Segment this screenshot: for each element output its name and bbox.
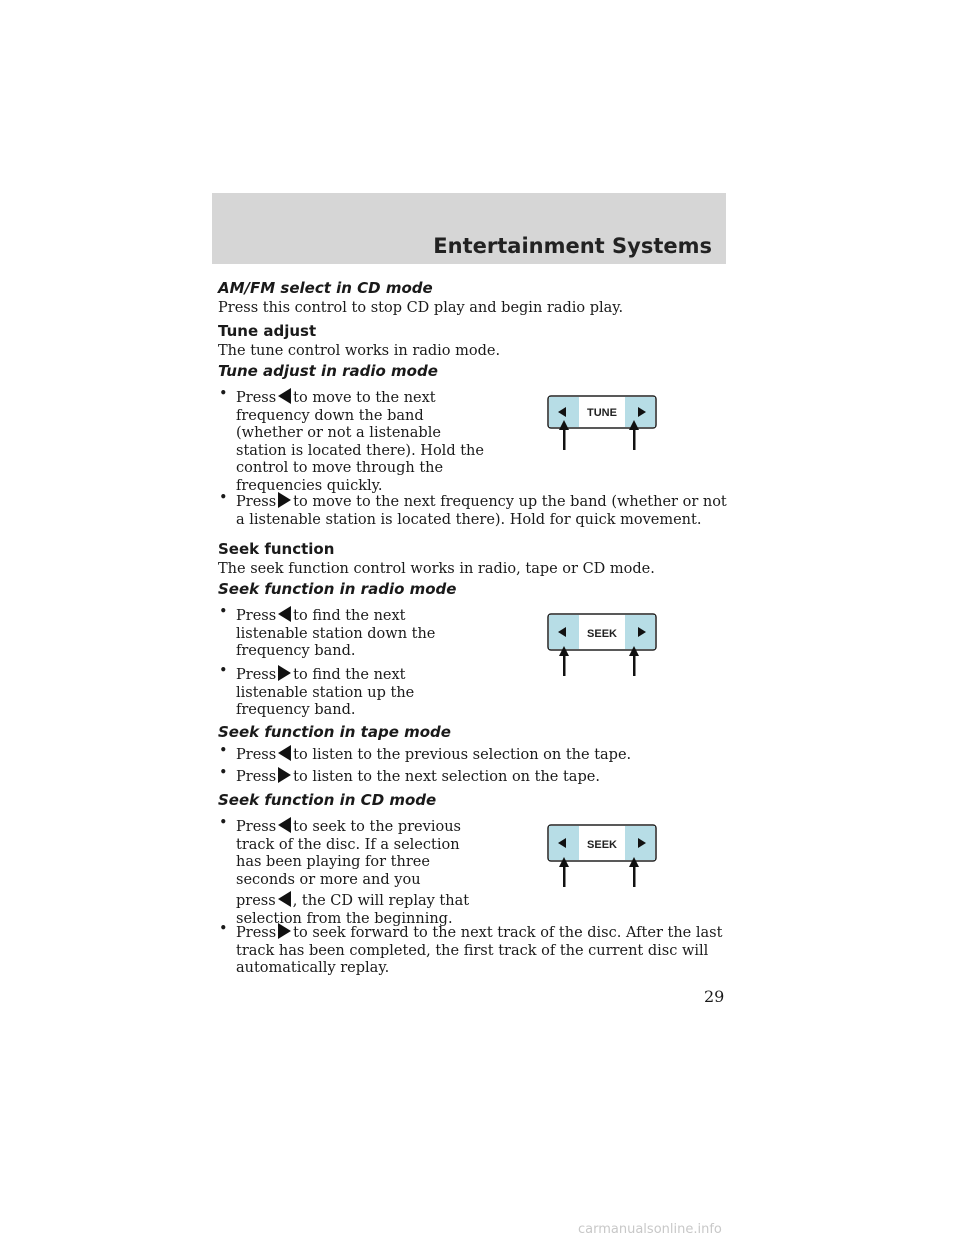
list-item: • Press to seek forward to the next track of the disc. After the last track has been completed, the first track of the current disc will automatically replay.: [219, 921, 723, 976]
list-item: • Press to listen to the next selection on the tape.: [219, 765, 600, 785]
bullet: •: [219, 765, 228, 781]
heading-tune-radio: Tune adjust in radio mode: [218, 362, 438, 380]
seek-button-diagram-cd: [540, 819, 670, 891]
heading-seek-function: Seek function: [218, 540, 335, 558]
bullet: •: [219, 386, 228, 402]
section-title: Entertainment Systems: [433, 234, 712, 258]
seek-down-icon: [278, 388, 291, 404]
seek-down-icon: [278, 817, 291, 833]
text-seek-function: The seek function control works in radio, tape or CD mode.: [218, 561, 655, 577]
seek-down-icon: [278, 745, 291, 761]
heading-tune-adjust: Tune adjust: [218, 322, 317, 340]
seek-up-icon: [278, 665, 291, 681]
seek-up-icon: [278, 492, 291, 508]
seek-button-diagram-radio: [540, 608, 670, 680]
heading-seek-radio: Seek function in radio mode: [218, 580, 457, 598]
bullet: •: [219, 604, 228, 620]
watermark: carmanualsonline.info: [578, 1222, 722, 1237]
bullet: •: [219, 490, 228, 506]
seek-label: SEEK: [587, 839, 617, 851]
page-number: 29: [704, 987, 725, 1006]
text-amfm-cd: Press this control to stop CD play and begin radio play.: [218, 300, 624, 316]
heading-amfm-cd: AM/FM select in CD mode: [218, 279, 433, 297]
bullet: •: [219, 921, 228, 937]
seek-label: SEEK: [587, 628, 617, 640]
section-header-band: [212, 193, 726, 264]
heading-seek-tape: Seek function in tape mode: [218, 723, 451, 741]
list-item: • Press to seek to the previous track of the disc. If a selection has been playing for three seconds or more and you press , the CD will replay that selection from the beginning.: [219, 815, 470, 927]
heading-seek-cd: Seek function in CD mode: [218, 791, 437, 809]
bullet: •: [219, 663, 228, 679]
list-item: • Press to find the next listenable station up the frequency band.: [219, 663, 415, 718]
list-item: • Press to find the next listenable station down the frequency band.: [219, 604, 436, 659]
bullet: •: [219, 743, 228, 759]
tune-button-diagram: [540, 390, 670, 454]
seek-down-icon: [278, 891, 291, 907]
tune-label: TUNE: [587, 407, 617, 419]
seek-up-icon: [278, 923, 291, 939]
list-item: • Press to move to the next frequency down the band (whether or not a listenable station is located there). Hold the control to move through the frequencies quickly.: [219, 386, 484, 494]
seek-down-icon: [278, 606, 291, 622]
text-tune-adjust: The tune control works in radio mode.: [218, 343, 501, 359]
list-item: • Press to move to the next frequency up the band (whether or not a listenable station is located there). Hold for quick movement.: [219, 490, 727, 528]
seek-up-icon: [278, 767, 291, 783]
bullet: •: [219, 815, 228, 831]
list-item: • Press to listen to the previous selection on the tape.: [219, 743, 632, 763]
